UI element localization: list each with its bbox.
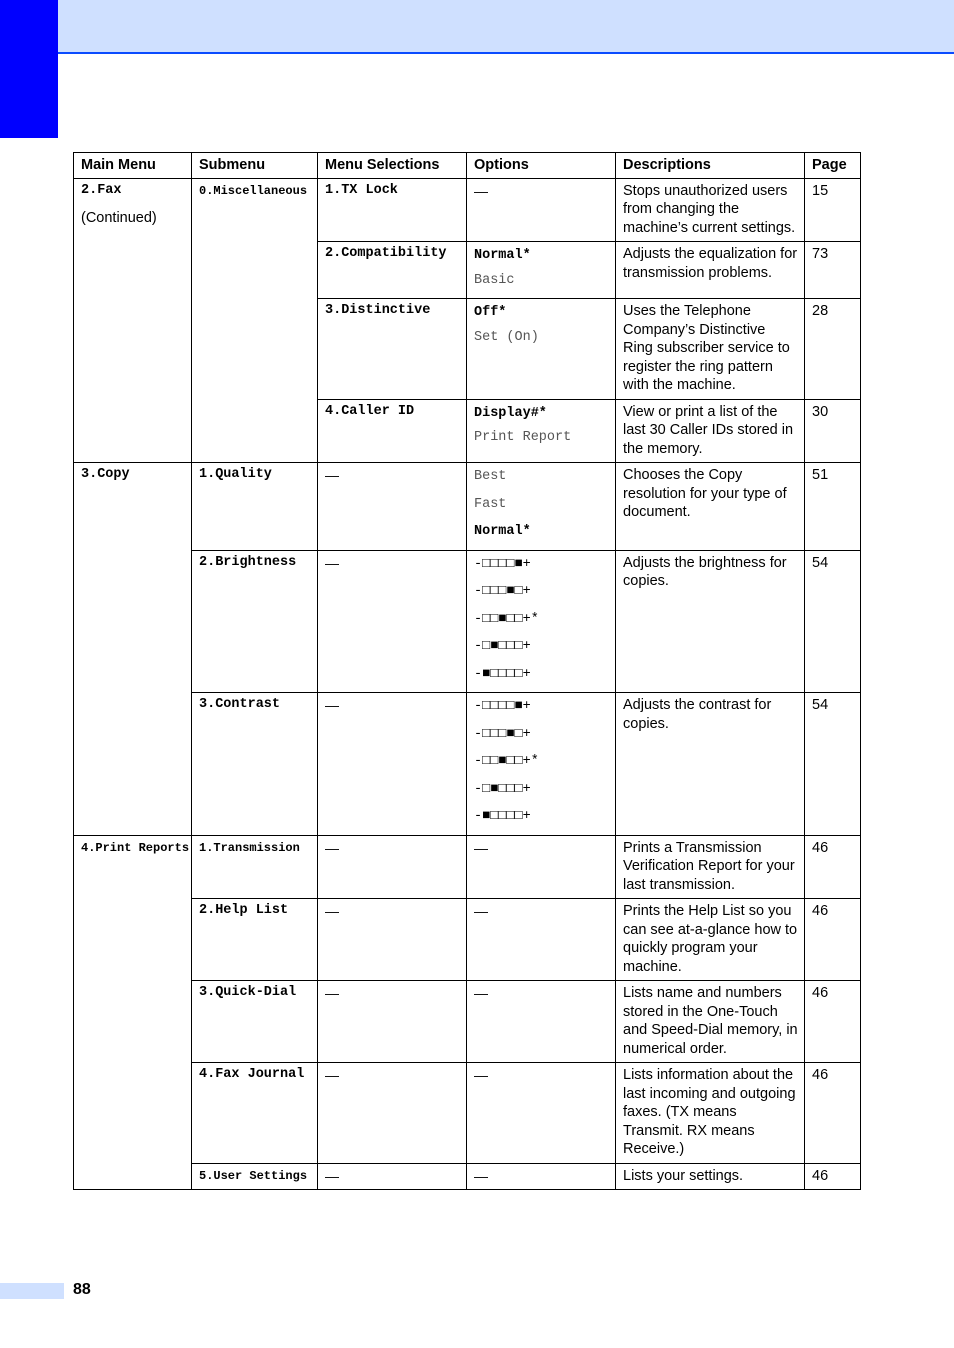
brightness-level: -□■□□□+ bbox=[474, 639, 531, 654]
submenu: 1.Transmission bbox=[192, 835, 318, 899]
description: Lists information about the last incoming and outgoing faxes. (TX means Transmit. RX means Receive.) bbox=[616, 1063, 805, 1164]
col-main-menu: Main Menu bbox=[74, 153, 192, 179]
options-cell bbox=[467, 299, 616, 400]
submenu-cell bbox=[192, 178, 318, 463]
table-row bbox=[74, 1063, 861, 1164]
main-menu-fax: 2.Fax bbox=[81, 182, 122, 198]
brightness-level: -■□□□□+ bbox=[474, 666, 531, 682]
options-cell bbox=[467, 463, 616, 551]
page-ref: 46 bbox=[805, 1163, 861, 1190]
options-cell bbox=[467, 693, 616, 836]
contrast-level: -□□□■□+ bbox=[474, 726, 531, 742]
main-menu-cell bbox=[74, 835, 192, 1190]
option: Display#* bbox=[474, 405, 547, 421]
footer-tab bbox=[0, 1283, 64, 1299]
submenu: 3.Quick-Dial bbox=[192, 981, 318, 1063]
menu-table bbox=[73, 152, 861, 1190]
menu-selection: — bbox=[318, 550, 467, 693]
table-row bbox=[74, 550, 861, 693]
contrast-level: -■□□□□+ bbox=[474, 809, 531, 824]
option: Normal* bbox=[474, 524, 531, 539]
description: Lists name and numbers stored in the One-Touch and Speed-Dial memory, in numerical order. bbox=[616, 981, 805, 1063]
submenu: 2.Help List bbox=[192, 899, 318, 981]
table-row bbox=[74, 981, 861, 1063]
submenu: 5.User Settings bbox=[192, 1163, 318, 1190]
header-band bbox=[0, 0, 954, 54]
description: Stops unauthorized users from changing the machine’s current settings. bbox=[616, 178, 805, 242]
option: Basic bbox=[474, 272, 515, 288]
page-ref: 15 bbox=[805, 178, 861, 242]
chapter-tab bbox=[0, 0, 58, 138]
menu-selection: 2.Compatibility bbox=[318, 242, 467, 299]
menu-selection: — bbox=[318, 463, 467, 551]
option: — bbox=[467, 178, 616, 242]
description: Prints the Help List so you can see at-a-glance how to quickly program your machine. bbox=[616, 899, 805, 981]
option: Fast bbox=[474, 496, 507, 512]
options-cell bbox=[467, 550, 616, 693]
table-row bbox=[74, 835, 861, 899]
main-menu-print-reports: 4.Print Reports bbox=[81, 840, 190, 855]
description: Chooses the Copy resolution for your type of document. bbox=[616, 463, 805, 551]
description: Adjusts the brightness for copies. bbox=[616, 550, 805, 693]
submenu: 2.Brightness bbox=[192, 550, 318, 693]
menu-selection: 3.Distinctive bbox=[318, 299, 467, 400]
col-submenu: Submenu bbox=[192, 153, 318, 179]
contrast-level: -□□□□■+ bbox=[474, 699, 531, 714]
option: Normal* bbox=[474, 248, 531, 263]
col-menu-selections: Menu Selections bbox=[318, 153, 467, 179]
page-ref: 30 bbox=[805, 399, 861, 463]
option: — bbox=[467, 981, 616, 1063]
options-cell bbox=[467, 242, 616, 299]
submenu-miscellaneous: 0.Miscellaneous bbox=[199, 183, 308, 198]
option: — bbox=[467, 1163, 616, 1190]
page-ref: 46 bbox=[805, 1063, 861, 1164]
submenu: 4.Fax Journal bbox=[192, 1063, 318, 1164]
options-cell bbox=[467, 399, 616, 463]
menu-selection: 1.TX Lock bbox=[318, 178, 467, 242]
page-ref: 73 bbox=[805, 242, 861, 299]
menu-selection: — bbox=[318, 981, 467, 1063]
menu-selection: — bbox=[318, 1163, 467, 1190]
option: Print Report bbox=[474, 430, 572, 445]
continued-label: (Continued) bbox=[81, 210, 157, 226]
main-menu-cell bbox=[74, 178, 192, 463]
page-ref: 46 bbox=[805, 899, 861, 981]
menu-selection: — bbox=[318, 835, 467, 899]
option: Off* bbox=[474, 305, 507, 320]
main-menu-cell bbox=[74, 463, 192, 836]
table-header-row bbox=[74, 153, 861, 179]
col-page: Page bbox=[805, 153, 861, 179]
table-row bbox=[74, 1163, 861, 1190]
option: Best bbox=[474, 469, 507, 484]
description: Prints a Transmission Verification Report for your last transmission. bbox=[616, 835, 805, 899]
description: Uses the Telephone Company’s Distinctive Ring subscriber service to register the ring pattern with the machine. bbox=[616, 299, 805, 400]
submenu: 3.Contrast bbox=[192, 693, 318, 836]
contrast-level: -□□■□□+* bbox=[474, 754, 539, 769]
table-row bbox=[74, 693, 861, 836]
menu-selection: — bbox=[318, 1063, 467, 1164]
description: Adjusts the equalization for transmission problems. bbox=[616, 242, 805, 299]
page-ref: 28 bbox=[805, 299, 861, 400]
page-ref: 46 bbox=[805, 835, 861, 899]
brightness-level: -□□■□□+* bbox=[474, 611, 539, 627]
menu-selection: — bbox=[318, 899, 467, 981]
table-row bbox=[74, 463, 861, 551]
col-descriptions: Descriptions bbox=[616, 153, 805, 179]
brightness-level: -□□□□■+ bbox=[474, 556, 531, 572]
main-menu-copy: 3.Copy bbox=[81, 467, 130, 482]
page-ref: 46 bbox=[805, 981, 861, 1063]
option: Set (On) bbox=[474, 329, 539, 345]
option: — bbox=[467, 1063, 616, 1164]
option: — bbox=[467, 835, 616, 899]
menu-selection: — bbox=[318, 693, 467, 836]
menu-selection: 4.Caller ID bbox=[318, 399, 467, 463]
page-ref: 54 bbox=[805, 693, 861, 836]
submenu: 1.Quality bbox=[192, 463, 318, 551]
description: Adjusts the contrast for copies. bbox=[616, 693, 805, 836]
page-number: 88 bbox=[73, 1281, 91, 1298]
page-ref: 51 bbox=[805, 463, 861, 551]
table-row bbox=[74, 899, 861, 981]
option: — bbox=[467, 899, 616, 981]
contrast-level: -□■□□□+ bbox=[474, 781, 531, 797]
col-options: Options bbox=[467, 153, 616, 179]
description: View or print a list of the last 30 Caller IDs stored in the memory. bbox=[616, 399, 805, 463]
table-row bbox=[74, 178, 861, 242]
brightness-level: -□□□■□+ bbox=[474, 584, 531, 599]
page-ref: 54 bbox=[805, 550, 861, 693]
description: Lists your settings. bbox=[616, 1163, 805, 1190]
